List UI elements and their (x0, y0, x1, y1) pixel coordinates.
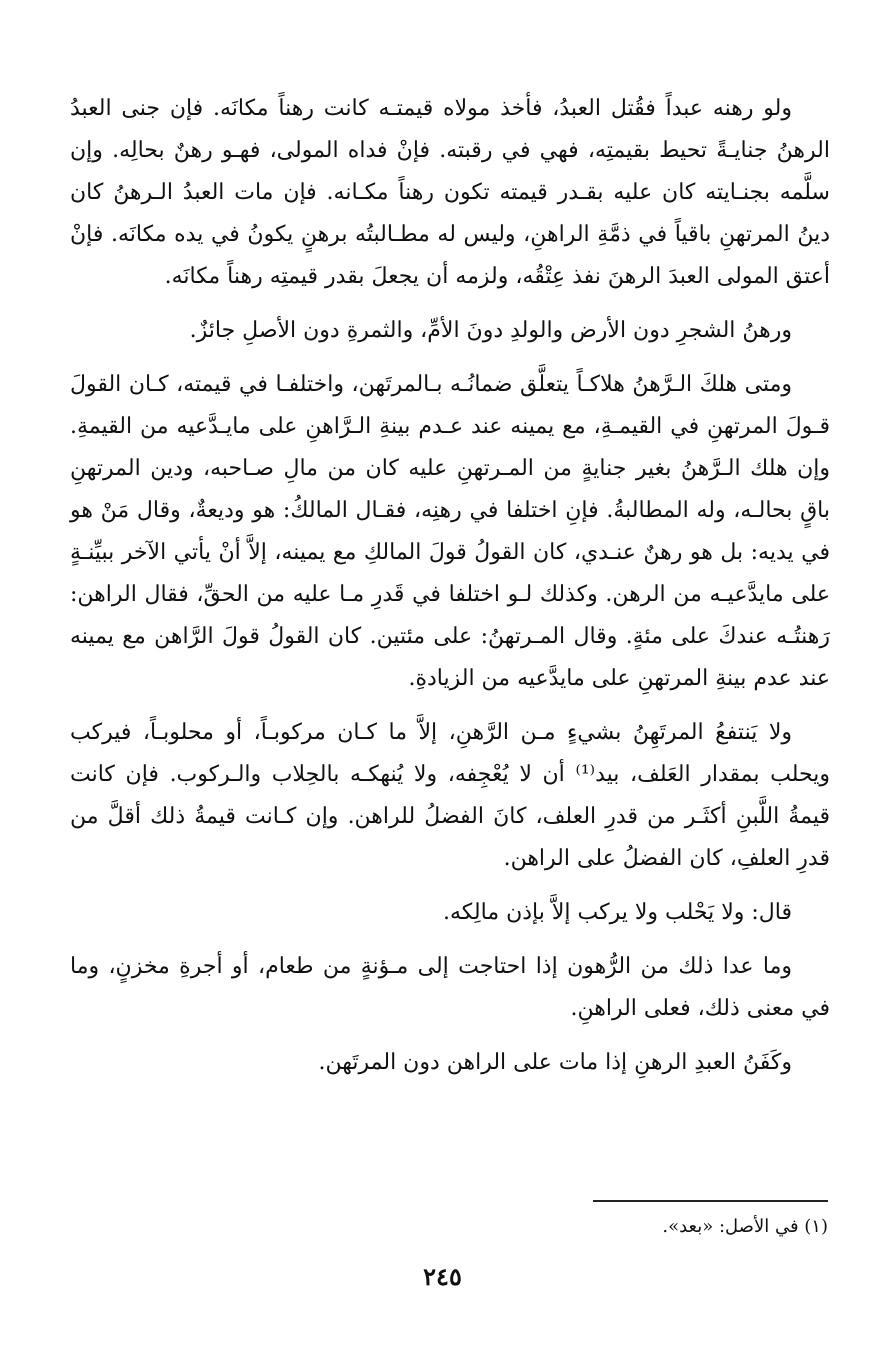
footnote-divider (593, 1200, 828, 1202)
paragraph-use-of-pledge: ولا يَنتفعُ المرتَهِنُ بشيءٍ مـن الرَّهنِ، إلاَّ ما كـان مركوبـاً، أو محلوبـاً، فيركب ويحلب بمقدار العَلف، بيد⁽¹⁾ أن لا يُعْجِفه، ولا يُنهكـه بالحِلاب والـركوب. فإن كانت قيمةُ اللَّبنِ أكثَـر من قدرِ العلف، كانَ الفضلُ للراهن. وإن كـانت قيمةُ ذلك أقلَّ من قدرِ العلفِ، كان الفضلُ على الراهن. (70, 720, 830, 871)
paragraph-trees-and-offspring: ورهنُ الشجرِ دون الأرض والولدِ دونَ الأمِّ، والثمرةِ دون الأصلِ جائزٌ. (189, 318, 792, 343)
paragraph-loss-of-pledge: ومتى هلكَ الـرَّهنُ هلاكـاً يتعلَّق ضمانُـه بـالمرتَهن، واختلفـا في قيمته، كـان القولَ قـولَ المرتهنِ في القيمـةِ، مع يمينه عند عـدم بينةِ الـرَّاهنِ على مايـدَّعيه من القيمةِ. وإن هلك الـرَّهنُ بغير جنايةٍ من المـرتهنِ عليه كان من مالِ صـاحبه، ودين المرتهنِ باقٍ بحالـه، وله المطالبةُ. فإنِ اختلفا في رهنِه، فقـال المالكُ: هو وديعةٌ، وقال مَنْ هو في يديه: بل هو رهنٌ عنـدي، كان القولُ قولَ المالكِ مع يمينه، إلاَّ أنْ يأتي الآخر ببيِّنـةٍ على مايدَّعيـه من الرهن. وكذلك لـو اختلفا في قَدرِ مـا عليه من الحقِّ، فقال الراهن: رَهنتُـه عندكَ على مئةٍ. وقال المـرتهنُ: على مئتين. كان القولُ قولَ الرَّاهن مع يمينه عند عدم بينةِ المرتهنِ على مايدَّعيه من الزيادةِ. (70, 372, 830, 691)
paragraph-shroud: وكَفَنُ العبدِ الرهنِ إذا مات على الراهن دون المرتَهن. (318, 1050, 792, 1075)
footnote: (١) في الأصل: «بعد». (662, 1216, 828, 1237)
paragraph-maintenance-costs: وما عدا ذلك من الرُّهون إذا احتاجت إلى مـؤنةٍ من طعام، أو أجرةِ مخزنٍ، وما في معنى ذلك، فعلى الراهنِ. (70, 954, 830, 1021)
paragraph-pledged-slave: ولو رهنه عبداً فقُتل العبدُ، فأخذ مولاه قيمتـه كانت رهناً مكانَه. فإن جنى العبدُ الرهنُ جنايـةً تحيط بقيمتِه، فهي في رقبته. فإنْ فداه المولى، فهـو رهنٌ بحالِه. وإن سلَّمه بجنـايته كان عليه بقـدر قيمته تكون رهناً مكـانه. فإن مات العبدُ الـرهنُ كان دينُ المرتهنِ باقياً في ذمَّةِ الراهنِ، وليس له مطـالبتُه برهنٍ يكونُ في يده مكانَه. فإنْ أعتق المولى العبدَ الرهنَ نفذ عِتْقُه، ولزمه أن يجعلَ بقدر قيمتِه رهناً مكانَه. (70, 96, 830, 289)
page-body (70, 88, 830, 1096)
page-number: ٢٤٥ (423, 1262, 462, 1291)
paragraph-owner-permission: قال: ولا يَحْلب ولا يركب إلاَّ بإذن مالِكه. (442, 900, 792, 925)
